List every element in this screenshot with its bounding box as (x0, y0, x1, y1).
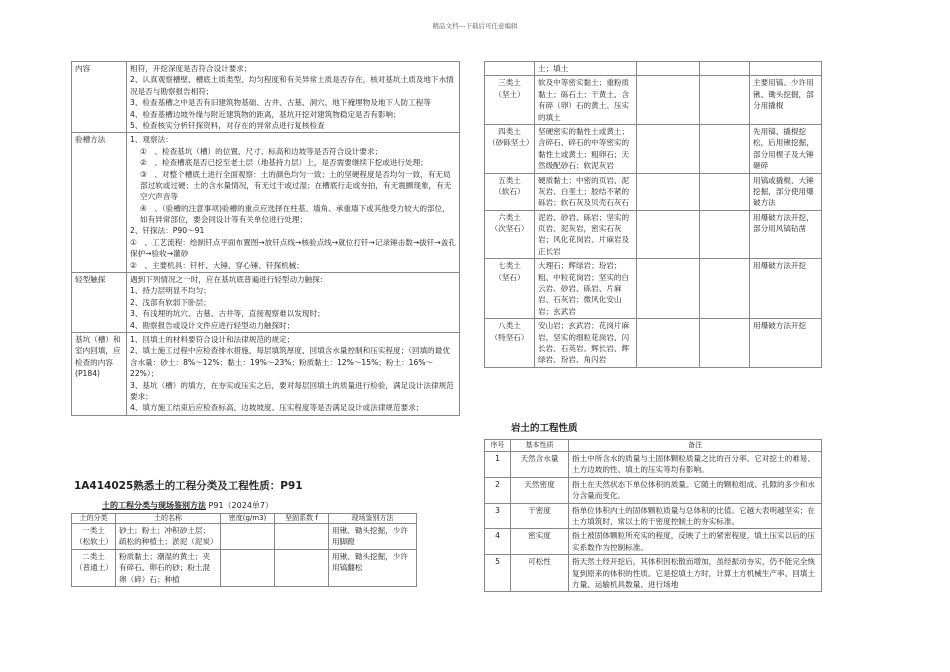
soil-name: 大理石；辉绿岩；玢岩；粗、中粒花岗岩；坚实的白云岩、砂岩、砾岩、片麻岩、石灰岩；微风化安山岩；玄武岩 (535, 259, 637, 319)
property-name: 可松性 (511, 555, 569, 592)
property-note: 指土在天然状态下单位体积的质量。它随土的颗粒组成、孔隙的多少和水分含量而变化。 (569, 477, 822, 503)
row-content (127, 332, 460, 415)
content-line: 4、检查基槽边坡外缘与附近建筑物的距离，基坑开挖对建筑物稳定是否有影响； (130, 109, 401, 119)
soil-class: 五类土 （软石） (485, 173, 535, 210)
soil-class: 四类土 （砂砾坚土） (485, 124, 535, 173)
soil-classification-table-left (71, 513, 417, 587)
soil-method: 用爆破方法开挖 (750, 259, 822, 319)
column-header: 备注 (569, 440, 822, 452)
column-header: 序号 (485, 440, 511, 452)
content-line: ② 、检查槽底是否已挖至老土层（地基持力层）上，是否需要继续下挖或进行处理； (140, 158, 428, 168)
table-row (485, 259, 822, 319)
header-note: 精品文档---下载后可任意编辑 (432, 22, 518, 30)
soil-name: 泥岩、砂岩、砾岩；坚实的页岩、泥灰岩，密实石灰岩；风化花岗岩、片麻岩及正长岩 (535, 210, 637, 259)
soil-name: 坚硬密实的黏性土或黄土；含碎石、碎石的中等密实的黏性土或黄土；粗卵石；天然级配砂石；软泥灰岩 (535, 124, 637, 173)
property-note: 指天然土经开挖后，其体积因松散而增加，虽经振动夯实，仍不能完全恢复到原来的体积的性质。它是挖填土方时，计算土方机械生产率、回填土方量、运输机具数量、进行场地 (569, 555, 822, 592)
table-row (485, 173, 822, 210)
row-number: 3 (485, 503, 511, 529)
table-row (485, 452, 822, 478)
row-content (127, 133, 460, 273)
content-line: ① 、检查基坑（槽）的位置、尺寸、标高和边坡等是否符合设计要求； (140, 146, 383, 156)
property-name: 天然含水量 (511, 452, 569, 478)
soil-table-caption (102, 500, 273, 512)
property-note: 指土中所含水的质量与土固体颗粒质量之比的百分率。它对挖土的难易、土方边坡的性、填土的压实等均有影响。 (569, 452, 822, 478)
content-line: 2、认真观察槽壁、槽底土质类型、均匀程度和有关异常土质是否存在，核对基坑土质及地下水情况是否与勘察报告相符； (130, 75, 454, 96)
property-name: 密实度 (511, 529, 569, 555)
row-number: 4 (485, 529, 511, 555)
content-line: ③ 、对整个槽底土进行全面观察：土的颜色均匀一致；土的坚硬程度是否均匀一致，有无局部过软或过硬；土的含水量情况，有无过干或过湿；在槽底行走或夯拍，有无震颤现象，有无空穴声音等 (140, 169, 452, 202)
row-number: 2 (485, 477, 511, 503)
content-line: 1、观察法： (130, 135, 173, 145)
table-row (485, 555, 822, 592)
table-row (72, 332, 460, 415)
soil-class: 二类土 （普通土） (72, 549, 116, 586)
content-line: 4、填方施工结束后应检查标高、边坡坡度、压实程度等是否满足设计或法律规范要求； (130, 403, 424, 413)
soil-name: 安山岩；玄武岩；花岗片麻岩，坚实的细粒花岗岩、闪长岩、石英岩、辉长岩、辉绿岩、玢岩、角闪岩 (535, 319, 637, 368)
table-header-row (485, 440, 822, 452)
table-row (485, 62, 822, 76)
content-line: 2、填土施工过程中应检查排水措施、每层填筑厚度、回填含水量控制和压实程度；（回填的最优含水量：砂土：8%～12%；黏土：19%～23%；粉质黏土：12%～15%；粉土：16%～22%）； (130, 346, 450, 379)
soil-class: 六类土 （次坚石） (485, 210, 535, 259)
rock-properties-table (484, 439, 822, 592)
row-label: 基坑（槽）和室内回填，应检查的内容(P184) (72, 332, 127, 415)
soil-method: 用锹、锄头挖掘，少许用镐翻松 (329, 549, 417, 586)
soil-method: 用爆破方法开挖 (750, 319, 822, 368)
caption-ref: P91（2024单7） (208, 501, 273, 510)
table-row (72, 62, 460, 133)
table-row (485, 319, 822, 368)
content-line: 1、持力层明显不均匀； (130, 286, 211, 296)
column-header: 现场鉴别方法 (329, 514, 417, 524)
table-row (72, 273, 460, 333)
column-header: 土的分类 (72, 514, 116, 524)
row-number: 5 (485, 555, 511, 592)
table-row (485, 529, 822, 555)
property-name: 天然密度 (511, 477, 569, 503)
table-row (72, 549, 417, 586)
soil-class: 一类土 （松软土） (72, 524, 116, 550)
soil-class: 三类土 （坚土） (485, 76, 535, 125)
soil-method: 用锹、锄头挖掘，少许用脚蹬 (329, 524, 417, 550)
content-line: ② 、主要机具：钎杆、大锤、穿心锤、钎探机械； (130, 260, 304, 270)
content-line: 4、勘察报告或设计文件应进行轻型动力触探时； (130, 320, 295, 330)
soil-f (275, 524, 329, 550)
property-name: 干密度 (511, 503, 569, 529)
soil-method: 先用镐、撬棍挖松，后用锹挖掘，部分用楔子及大锤砸碎 (750, 124, 822, 173)
soil-name: 砂土；粉土；冲积砂土层；疏松的种植土；淤泥（泥炭） (116, 524, 221, 550)
soil-name: 软及中等密实黏土；重粉质黏土；砾石土；干黄土、含有碎（卵）石的黄土、压实的填土 (535, 76, 637, 125)
soil-class: 八类土 （特坚石） (485, 319, 535, 368)
column-header: 密度(g/m3) (221, 514, 275, 524)
rock-properties-heading: 岩土的工程性质 (511, 423, 578, 434)
soil-name: 土；填土 (535, 62, 637, 76)
content-line: 遇到下列情况之一时，应在基坑底普遍进行轻型动力触探： (130, 275, 328, 285)
row-label: 轻型触探 (72, 273, 127, 333)
table-row (485, 76, 822, 125)
inspection-table (71, 61, 460, 416)
soil-name: 粉质黏土；潮湿的黄土；夹有碎石、卵石的砂；粉土混卵（碎）石；种植 (116, 549, 221, 586)
content-line: 2、浅部有软弱下卧层； (130, 297, 211, 307)
row-number: 1 (485, 452, 511, 478)
content-line: 3、有浅埋的坑穴、古墓、古井等，直接观察难以发现时； (130, 309, 325, 319)
table-header-row (72, 514, 417, 524)
table-row (72, 133, 460, 273)
row-label: 内容 (72, 62, 127, 133)
table-row (485, 210, 822, 259)
content-line: ① 、工艺流程：绘制钎点平面布置图→放钎点线→核验点线→就位打钎→记录锤击数→拔钎→盖孔保护→验收→灌砂 (130, 237, 456, 259)
soil-density (221, 524, 275, 550)
soil-method: 主要用镐、少许用锹、锄头挖掘，部分用撬棍 (750, 76, 822, 125)
row-label: 验槽方法 (72, 133, 127, 273)
soil-class: 七类土 （坚石） (485, 259, 535, 319)
table-row (485, 503, 822, 529)
table-row (485, 124, 822, 173)
content-line: 3、基坑（槽）的填方，在夯实或压实之后，要对每层回填土的质量进行检验，满足设计法律规范要求； (130, 380, 454, 401)
content-line: 3、检查基槽之中是否有旧建筑物基础、古井、古墓、洞穴、地下掩埋物及地下人防工程等 (130, 98, 431, 108)
soil-name: 硬质黏土；中密的页岩、泥灰岩、白垩土；胶结不紧的砾岩；软石灰及贝壳石灰石 (535, 173, 637, 210)
table-row (485, 477, 822, 503)
content-line: 5、检查核实分析钎探资料，对存在的异常点进行复核检查 (130, 120, 325, 130)
section-heading: 1A414025熟悉土的工程分类及工程性质：P91 (74, 480, 303, 492)
property-note: 指土被固体颗粒所充实的程度，反映了土的紧密程度，填土压实以后的压实系数作为控制标准。 (569, 529, 822, 555)
column-header: 基本性质 (511, 440, 569, 452)
caption-title: 土的工程分类与现场鉴别方法 (102, 501, 206, 510)
column-header: 坚固系数 f (275, 514, 329, 524)
row-content (127, 62, 460, 133)
soil-density (221, 549, 275, 586)
soil-f (275, 549, 329, 586)
soil-method: 用镐或撬棍、大锤挖掘，部分使用爆破方法 (750, 173, 822, 210)
row-content (127, 273, 460, 333)
soil-classification-table-right (484, 61, 822, 368)
soil-method: 用爆破方法开挖，部分用风镐钻凿 (750, 210, 822, 259)
table-row (72, 524, 417, 550)
content-line: 相符，开挖深度是否符合设计要求； (130, 64, 252, 73)
column-header: 土的名称 (116, 514, 221, 524)
content-line: 2、钎探法：P90～91 (130, 226, 205, 236)
property-note: 指单位体积内土的固体颗粒质量与总体积的比值。它越大表明越坚实；在土方填筑时，常以土的干密度控制土的夯实标准。 (569, 503, 822, 529)
content-line: ④ 、（验槽的注意事项)验槽的重点应选择在柱基、墙角、承重墙下或其他受力较大的部位，如有异常部位，要会同设计等有关单位进行处理； (140, 203, 450, 225)
content-line: 1、回填土的材料要符合设计和法律规范的规定； (130, 334, 295, 344)
